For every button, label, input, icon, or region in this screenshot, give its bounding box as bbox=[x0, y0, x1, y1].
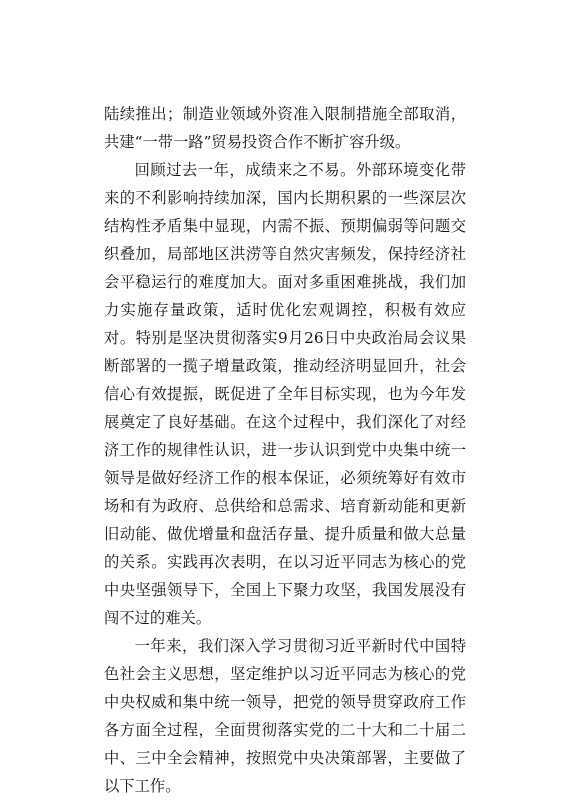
paragraph-continuation: 陆续推出；制造业领域外资准入限制措施全部取消，共建“一带一路”贸易投资合作不断扩容升级。 bbox=[104, 105, 466, 151]
paragraph-review: 回顾过去一年，成绩来之不易。外部环境变化带来的不利影响持续加深，国内长期积累的一些深层次结构性矛盾集中显现，内需不振、预期偏弱等问题交织叠加，局部地区洪涝等自然灾害频发，保持经济社会平稳运行的难度加大。面对多重困难挑战，我们加力实施存量政策，适时优化宏观调控，积极有效应对。特别是坚决贯彻落实9月26日中央政治局会议果断部署的一揽子增量政策，推动经济明显回升，社会信心有效提振，既促进了全年目标实现，也为今年发展奠定了良好基础。在这个过程中，我们深化了对经济工作的规律性认识，进一步认识到党中央集中统一领导是做好经济工作的根本保证，必须统筹好有效市场和有为政府、总供给和总需求、培育新动能和更新旧动能、做优增量和盘活存量、提升质量和做大总量的关系。实践再次表明，在以习近平同志为核心的党中央坚强领导下，全国上下聚力攻坚，我国发展没有闯不过的难关。 bbox=[104, 161, 466, 627]
document-body bbox=[104, 100, 466, 800]
paragraph-work-summary: 一年来，我们深入学习贯彻习近平新时代中国特色社会主义思想，坚定维护以习近平同志为核心的党中央权威和集中统一领导，把党的领导贯穿政府工作各方面全过程，全面贯彻落实党的二十大和二十届二中、三中全会精神，按照党中央决策部署，主要做了以下工作。 bbox=[104, 637, 466, 795]
